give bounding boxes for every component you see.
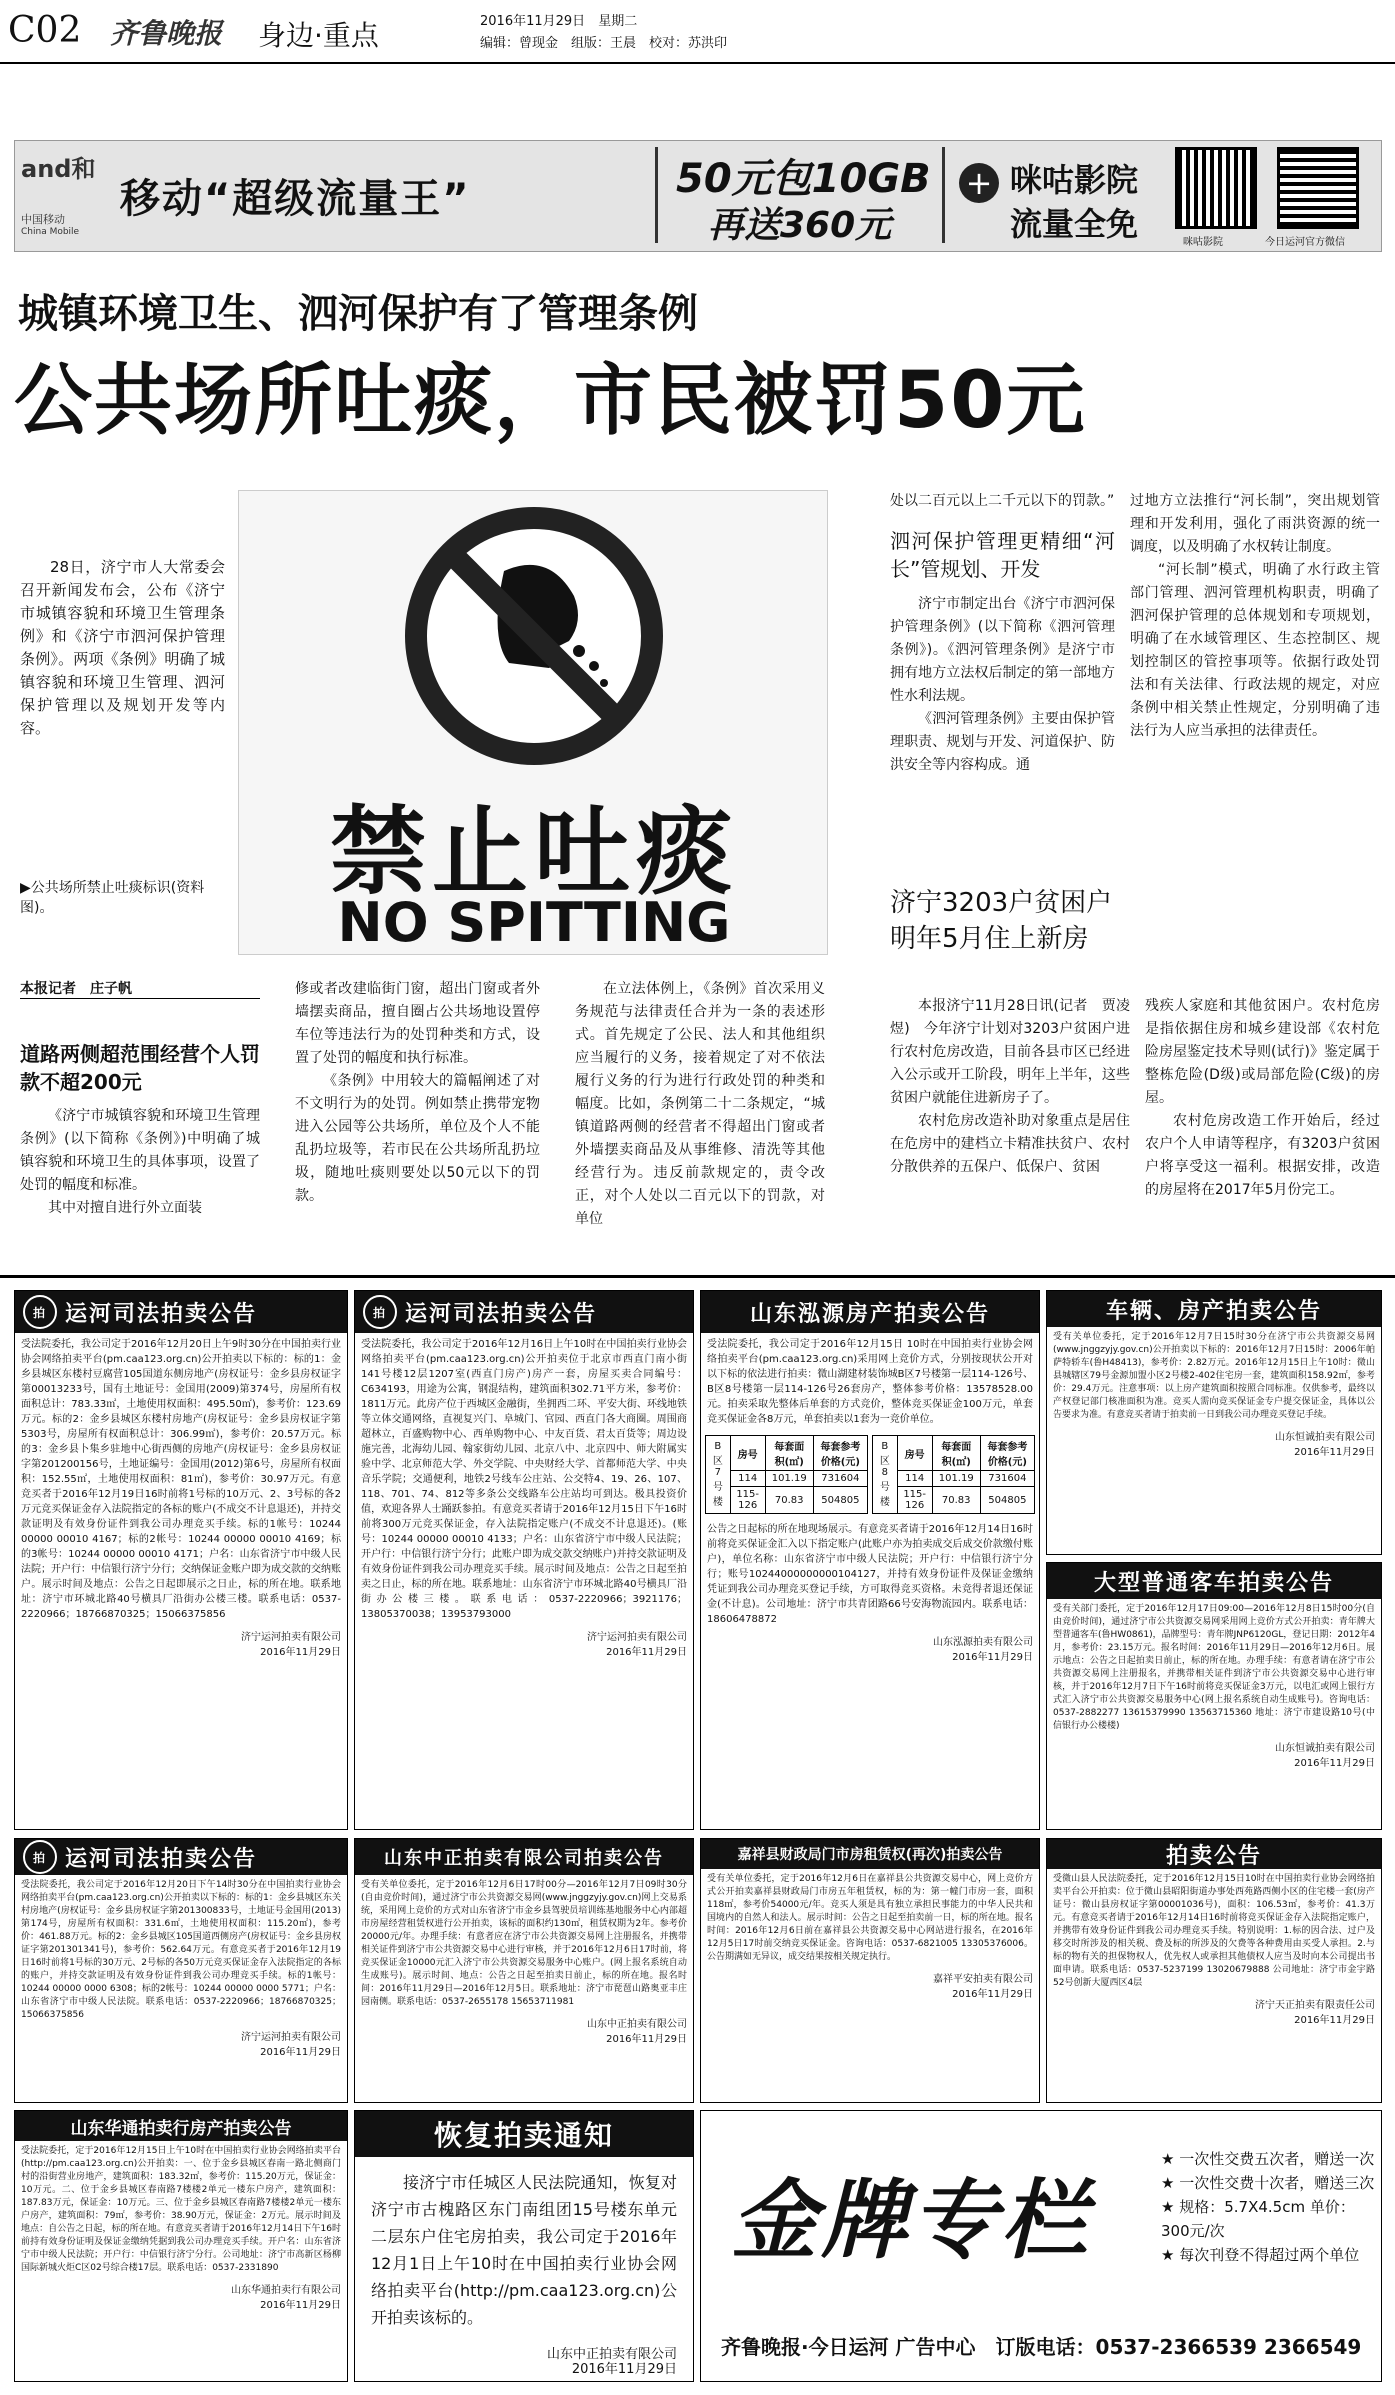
mobile-brand-en: China Mobile bbox=[21, 227, 80, 237]
notice-yunhe-3: 拍 运河司法拍卖公告 受法院委托，我公司定于2016年12月20日下午14时30分在中国拍卖行业协会网络拍卖平台(pm.caa123.org.cn)公开拍卖以下标的：标的1：金乡县城区东关村房地产(房权证号：金乡县房权证字第201300833号，土地证号金国用(2013)第174号，房屋所有权面积：331.6㎡，土地使用权面积：115.20㎡)，参考价：461.88万元。标的2：金乡县城区105国道西侧房产(房权证号：金乡县房权证字第201301341号)，参考价：562.64万元。有意竞买者于2016年12月19日16时前将1号标的30万元、2号标的各50万元竞买保证金存入法院指定的各标的账户，并持交款证明及有效身份证件到我公司办理竞买手续。标的1帐号：10244 00000 0000 6308；标的2帐号：10244 00000 0000 5771；户名：山东省济宁市中级人民法院。联系电话：0537-2220966；18766870325；15066375856 济宁运河拍卖有限公司 2016年11月29日 bbox=[14, 1838, 348, 2103]
ad-offer-1: 50元包10GB bbox=[676, 156, 931, 202]
plus-icon: + bbox=[959, 163, 999, 203]
mobile-ad-banner bbox=[14, 140, 1382, 252]
notice-yunhe-2: 拍 运河司法拍卖公告 受法院委托，我公司定于2016年12月16日上午10时在中国拍卖行业协会网络拍卖平台(pm.caa123.org.cn)公开拍卖位于北京市西直门南小街141号楼12层1207室(西直门房产)房产一套，房屋买卖合同编号：C634193，用途为公寓，钢混结构，建筑面积302.71平方米，参考价：1811万元。此房产位于西城区金融街，坐拥西二环、平安大街、环线地铁等立体交通网络，直视复兴门、阜城门、官园、西直门各大商圈。周围商超林立，百盛购物中心、西单购物中心、中友百货、君太百货等；周边设施完善，北海幼儿园、翰家街幼儿园、北京八中、北京四中、师大附属实验中学、北京师范大学、外交学院、中央财经大学、首都师范大学、中央音乐学院；交通便利，地铁2号线车公庄站、公交特4、19、26、107、118、701、74、812等多条公交线路车公庄站均可到达。极具投资价值，欢迎各界人士踊跃参拍。有意竞买者请于2016年12月15日下午16时前将300万元竞买保证金，存入法院指定账户(不成交不计息退还)。(账号：10244 00000 00010 4133；户名：山东省济宁市中级人民法院；开户行：中信银行济宁分行；此账户即为成交款交纳账户)并持交款证明及有效身份证件到我公司办理竞买手续。展示时间及地点：公告之日起至拍卖之日止，标的所在地。联系地址：山东省济宁市环城北路40号横具厂沿街办公楼三楼。联系电话：0537-2220966；3921176；13805370038；13953793000 济宁运河拍卖有限公司 2016年11月29日 bbox=[354, 1290, 694, 1830]
no-spitting-photo bbox=[238, 490, 828, 955]
qr-code-icon bbox=[1277, 147, 1359, 229]
notice-hongyuan: 山东泓源房产拍卖公告 受法院委托，我公司定于2016年12月15日 10时在中国拍卖行业协会网络拍卖平台(pm.caa123.org.cn)采用网上竞价方式，分别按现状公开对以下标的依法进行拍卖：微山湖建材装饰城B区7号楼第一层114-126号、B区8号楼第一层114-126号26套房产，整体参考价格：13578528.00元。拍卖采取先整体后单套的方式竞价，整体竞买保证金100万元，单套竞买保证金各8万元，单套拍卖以1套为一竞价单位。 B区7号楼 房号 每套面积(㎡) 每套参考价格(元) 114 101.19 731604 115-126 70.83 504805 B区8号楼 房号 每套面积(㎡) 每套参考价格(元) 114 101.19 731604 115-126 70.83 504805 公告之日起标的所在地现场展示。有意竞买者请于2016年12月14日16时前将竞买保证金汇入以下指定账户(此账户亦为拍卖成交后成交价款缴付账户)，单位名称：山东省济宁市中级人民法院；开户行：中信银行济宁分行；账号10244000000000104127，并持有效身份证件及保证金缴纳凭证到我公司办理竞买登记手续，方可取得竞买资格。未竞得者退还保证金(不计息)。公司地址：济宁市共青团路66号安海物流园内。联系电话：18606478872 山东泓源拍卖有限公司 2016年11月29日 bbox=[700, 1290, 1040, 1830]
auction-table-b7: B区7号楼 房号 每套面积(㎡) 每套参考价格(元) 114 101.19 731604 115-126 70.83 504805 bbox=[705, 1435, 868, 1514]
page-header bbox=[0, 0, 1395, 64]
and-logo: and和 bbox=[21, 155, 96, 183]
no-spitting-icon bbox=[399, 501, 669, 771]
subhead-road: 道路两侧超范围经营个人罚款不超200元 bbox=[20, 1042, 260, 1094]
story2-headline: 济宁3203户贫困户 明年5月住上新房 bbox=[890, 888, 1113, 954]
promo-title: 金牌专栏 bbox=[731, 2170, 1091, 2271]
article-col-5: 过地方立法推行“河长制”，突出规划管理和开发利用，强化了雨洪资源的统一调度，以及明确了水权转让制度。 “河长制”模式，明确了水行政主管部门管理、泗河管理机构职责，明确了泗河保护管理的总体规划和专项规划，明确了在水域管理区、生态控制区、规划控制区的管控事项等。依据行政处罚法和有关法律、行政法规的规定，对应条例中相关禁止性规定，分别明确了违法行为人应当承担的法律责任。 bbox=[1130, 493, 1380, 739]
byline: 本报记者 庄子帆 bbox=[20, 978, 260, 999]
paper-name: 齐鲁晚报 bbox=[110, 17, 223, 50]
ad-migu-2: 流量全免 bbox=[1010, 205, 1139, 243]
lead-text: 28日，济宁市人大常委会召开新闻发布会，公布《济宁市城镇容貌和环境卫生管理条例》和《济宁市泗河保护管理条例》。两项《条例》明确了城镇容貌和环境卫生管理、泗河保护管理以及规划开发等内容。 bbox=[20, 558, 225, 737]
ad-offer-2: 再送360元 bbox=[708, 205, 892, 246]
story2-col-2: 残疾人家庭和其他贫困户。农村危房是指依据住房和城乡建设部《农村危险房屋鉴定技术导则(试行)》鉴定属于整栋危险(D级)或局部危险(C级)的房屋。 农村危房改造工作开始后，经过农户个人申请等程序，有3203户贫困户将享受这一福利。根据安排，改造的房屋将在2017年5月份完工。 bbox=[1145, 998, 1380, 1198]
article-col-4: 处以二百元以上二千元以下的罚款。” 泗河保护管理更精细“河长”管规划、开发 济宁市制定出台《济宁市泗河保护管理条例》(以下简称《泗河管理条例》)。《泗河管理条例》是济宁市拥有地方立法权后制定的第一部地方性水利法规。 《泗河管理条例》主要由保护管理职责、规划与开发、河道保护、防洪安全等内容构成。通 bbox=[890, 493, 1115, 773]
qr-code-icon bbox=[1175, 147, 1257, 229]
notice-yunhe-1: 拍 运河司法拍卖公告 受法院委托，我公司定于2016年12月20日上午9时30分在中国拍卖行业协会网络拍卖平台(pm.caa123.org.cn)公开拍卖以下标的：标的1：金乡县城区东楼村豆腐营105国道东侧房地产(房权证号：金乡县房权证字第00013233号，国有土地证号：金国用(2009)第374号，房屋所有权面积总计：783.33㎡，土地使用权面积：495.50㎡)，参考价：123.69万元。标的2：金乡县城区东楼村房地产(房权证号：金乡县房权证字第5303号，房屋所有权面积总计：306.99㎡)，参考价：20.57万元。标的3：金乡县卜集乡驻地中心街西侧的房地产(房权证号：金乡县房权证字第201200156号，土地证编号：金国用(2012)第6号，房屋所有权面积：152.55㎡，土地使用权面积：81㎡)，参考价：30.97万元。有意竞买者于2016年12月19日16时前将1号标的10万元、2、3号标的各2万元竞买保证金存入法院指定的各标的账户(不成交不计息退还)，并持交款证明及有效身份证件到我公司办理竞买手续。标的1帐号：10244 00000 00010 4167；标的2帐号：10244 00000 00010 4169；标的3帐号：10244 00000 00010 4171；户名：山东省济宁市中级人民法院；开户行：中信银行济宁分行；交纳保证金账户即为成交款的交纳账户。展示时间及地点：公告之日起即展示之日止，标的所在地。联系地址：济宁市环城北路40号横具厂沿街办公楼三楼。联系电话：0537-2220966；18766870325；15066375856 济宁运河拍卖有限公司 2016年11月29日 bbox=[14, 1290, 348, 1830]
sign-text-en: NO SPITTING bbox=[337, 891, 731, 954]
article-col-3: 在立法体例上，《条例》首次采用义务规范与法律责任合并为一条的表述形式。首先规定了公民、法人和其他组织应当履行的义务，接着规定了对不依法履行义务的行为进行行政处罚的种类和幅度。比如，条例第二十二条规定，“城镇道路两侧的经营者不得超出门窗或者外墙摆卖商品及从事维修、清洗等其他经营行为。违反前款规定的，责令改正，对个人处以二百元以下的罚款，对单位 bbox=[575, 981, 825, 1227]
editor-line: 编辑：曾现金 组版：王晨 校对：苏洪印 bbox=[480, 36, 728, 51]
mobile-brand: 中国移动 bbox=[21, 213, 65, 226]
kicker: 城镇环境卫生、泗河保护有了管理条例 bbox=[18, 291, 698, 337]
auction-logo-icon: 拍 bbox=[23, 1295, 57, 1329]
notice-resume: 恢复拍卖通知 接济宁市任城区人民法院通知，恢复对济宁市古槐路区东门南组团15号楼东单元二层东户住宅房拍卖，我公司定于2016年12月1日上午10时在中国拍卖行业协会网络拍卖平台(http://pm.caa123.org.cn)公开拍卖该标的。 山东中正拍卖有限公司 2016年11月29日 bbox=[354, 2110, 694, 2382]
notice-weishan: 拍卖公告 受微山县人民法院委托，定于2016年12月15日10时在中国拍卖行业协会网络拍卖平台公开拍卖：位于微山县昭阳街道办事处西苑路西侧小区的住宅楼一套(房产证号：微山县房权证字第00001036号)，面积：106.53㎡，参考价：41.3万元。有意竞买者请于2016年12月14日16时前将竞买保证金存入法院指定账户，并携带有效身份证件到我公司办理竞买手续。特别说明：1.标的因合法、过户及移交时所涉及的相关税、费及标的所涉及的欠费等各种费用由买受人承担。2.与标的物有关的担保物权人，优先权人或承担其他债权人应当及时向本公司提出书面申请。联系电话：0537-5237199 13020679888 公司地址：济宁市金宇路52号创新大厦西区4层 济宁天正拍卖有限责任公司 2016年11月29日 bbox=[1046, 1838, 1382, 2103]
qr1-label: 咪咕影院 bbox=[1183, 237, 1223, 248]
story2-col-1: 本报济宁11月28日讯(记者 贾凌煜) 今年济宁计划对3203户贫困户进行农村危房改造，目前各县市区已经进入公示或开工阶段，明年上半年，这些贫困户就能住进新房子了。 农村危房改造补助对象重点是居住在危房中的建档立卡精准扶贫户、农村分散供养的五保户、低保户、贫困 bbox=[890, 998, 1130, 1175]
ad-offer-box bbox=[655, 147, 945, 246]
notice-jiaxiang: 嘉祥县财政局门市房租赁权(再次)拍卖公告 受有关单位委托，定于2016年12月6日在嘉祥县公共资源交易中心，网上竞价方式公开拍卖嘉祥县财政局门市房五年租赁权，标的为：第一幢门市房一套，面积118㎡，参考价54000元/年。竞买人须是具有独立承担民事能力的中华人民共和国境内的自然人和法人。展示时间：公告之日起至拍卖前一日，标的所在地。报名时间：2016年12月6日前在嘉祥县公共资源交易中心网站进行报名，在2016年12月5日17时前交纳竞买保证金。咨询电话：0537-6821005 13305376006。公告期满如无异议，成交结果按相关规定执行。 嘉祥平安拍卖有限公司 2016年11月29日 bbox=[700, 1838, 1040, 2103]
article-col-1: 《济宁市城镇容貌和环境卫生管理条例》(以下简称《条例》)中明确了城镇容貌和环境卫生的具体事项，设置了处罚的幅度和标准。 其中对擅自进行外立面装 bbox=[20, 1108, 260, 1216]
promo-footer: 齐鲁晚报·今日运河 广告中心 订版电话：0537-2366539 2366549 bbox=[721, 2335, 1362, 2359]
notice-zhongzheng: 山东中正拍卖有限公司拍卖公告 受有关单位委托，定于2016年12月6日17时00分—2016年12月7日09时30分(自由竞价时间)，通过济宁市公共资源交易网(www.jnggzyjy.gov.cn)网上交易系统，采用网上竞价的方式对山东省济宁市金乡县驾驶员培训练基地服务中心内部超市房屋经营租赁权进行公开拍卖，该标的面积约130㎡，租赁权期为2年。参考价20000元/年。办理手续：有意者应在济宁市公共资源交易网上注册报名，并携带相关证件到济宁市公共资源交易中心进行审核，并于2016年12月6日17时前，将竞买保证金10000元汇入济宁市公共资源交易服务中心账户。(网上报名系统自动生成账号)。展示时间、地点：公告之日起至拍卖日前止，标的所在地。报名时间：2016年11月29日—2016年12月5日。联系地址：济宁市琵琶山路奥亚丰庄园南侧。联系电话：0537-2655178 15653711981 山东中正拍卖有限公司 2016年11月29日 bbox=[354, 1838, 694, 2103]
subhead-sihe: 泗河保护管理更精细“河长”管规划、开发 bbox=[890, 529, 1115, 581]
headline: 公共场所吐痰，市民被罚50元 bbox=[14, 356, 1087, 446]
issue-date: 2016年11月29日 星期二 bbox=[480, 14, 638, 29]
ad-slogan: 移动“超级流量王” bbox=[120, 176, 471, 222]
auction-table-b8: B区8号楼 房号 每套面积(㎡) 每套参考价格(元) 114 101.19 731604 115-126 70.83 504805 bbox=[872, 1435, 1035, 1514]
gold-column-promo bbox=[700, 2110, 1382, 2382]
section-divider bbox=[0, 1275, 1395, 1278]
notice-vehicle-house: 车辆、房产拍卖公告 受有关单位委托，定于2016年12月7日15时30分在济宁市公共资源交易网(www.jnggzyjy.gov.cn)公开拍卖以下标的：2016年12月7日15时：2006年帕萨特轿车(鲁H48413)，参考价：2.82万元。2016年12月15日上午10时：微山县城辖区79号金源加盟小区2号楼2-402住宅房一套，建筑面积158.92㎡，参考价：29.4万元。注意事项：以上房产建筑面积按照合同标准。仅供参考，最终以产权登记部门核准面积为准。竞买人需向竞买保证金专户提交保证金，具体以公告要求为准。有意竞买者请于拍卖前一日到我公司办理竞买登记手续。 山东恒诚拍卖有限公司 2016年11月29日 bbox=[1046, 1290, 1382, 1555]
auction-logo-icon: 拍 bbox=[23, 1840, 57, 1874]
promo-items: ★ 一次性交费五次者，赠送一次 ★ 一次性交费十次者，赠送三次 ★ 规格：5.7X4.5cm 单价：300元/次 ★ 每次刊登不得超过两个单位 bbox=[1161, 2150, 1375, 2264]
section-title: 身边·重点 bbox=[258, 19, 379, 52]
auction-logo-icon: 拍 bbox=[363, 1295, 397, 1329]
sign-text-cn: 禁止吐痰 bbox=[330, 796, 738, 908]
qr2-label: 今日运河官方微信 bbox=[1265, 237, 1345, 248]
notice-huatong: 山东华通拍卖行房产拍卖公告 受法院委托，定于2016年12月15日上午10时在中国拍卖行业协会网络拍卖平台(http://pm.caa123.org.cn)公开拍卖：一、位于金乡县城区春南一路北侧商门村的沿街营业房地产，建筑面积：183.32㎡，参考价：115.20万元，保证金：10万元。二、位于金乡县城区春南路7楼楼2单元一楼东户房产，建筑面积：187.83万元，保证金：10万元。三、位于金乡县城区春南路7楼楼2单元一楼东户房产，建筑面积：79㎡，参考价：38.90万元，保证金：2万元。展示时间及地点：自公告之日起，标的所在地。有意竞买者请于2016年12月14日下午16时前持有效身份证明及保证金缴纳凭据到我公司办理竞买手续。开户名：山东省济宁市中级人民法院；开户行：中信银行济宁分行。公司地址：济宁市高新区杨柳国际新城火炬C区02号综合楼17层。联系电话：0537-2331890 山东华通拍卖行有限公司 2016年11月29日 bbox=[14, 2110, 348, 2382]
page-number: C02 bbox=[8, 10, 82, 51]
notice-bus: 大型普通客车拍卖公告 受有关部门委托，定于2016年12月17日09:00—2016年12月8日15时00分(自由竞价时间)，通过济宁市公共资源交易网采用网上竞价方式公开拍卖：青年牌大型普通客车(鲁HW0861)，品牌型号：青年牌JNP6120GL，登记日期：2012年4月，参考价：23.15万元。报名时间：2016年11月29日—2016年12月6日。展示地点：公告之日起拍卖日前止，标的所在地。办理手续：有意者请在济宁市公共资源交易网上注册报名，并携带相关证件到济宁市公共资源交易中心进行审核，并于2016年12月7日下午16时前将竞买保证金3万元，以电汇或网上银行方式汇入济宁市公共资源交易服务中心(网上报名系统自动生成账号)。咨询电话：0537-2882277 13615379990 13563715360 地址：济宁市建设路10号(中信银行办公楼楼) 山东恒诚拍卖有限公司 2016年11月29日 bbox=[1046, 1562, 1382, 1830]
ad-migu-1: 咪咕影院 bbox=[1010, 161, 1139, 199]
photo-caption: ▶公共场所禁止吐痰标识(资料图)。 bbox=[20, 880, 205, 916]
article-col-2: 修或者改建临街门窗，超出门窗或者外墙摆卖商品，擅自圈占公共场地设置停车位等违法行为的处罚种类和方式，设置了处罚的幅度和执行标准。 《条例》中用较大的篇幅阐述了对不文明行为的处罚。例如禁止携带宠物进入公园等公共场所，单位及个人不能乱扔垃圾等，若市民在公共场所乱扔垃圾，随地吐痰则要处以50元以下的罚款。 bbox=[295, 981, 540, 1204]
